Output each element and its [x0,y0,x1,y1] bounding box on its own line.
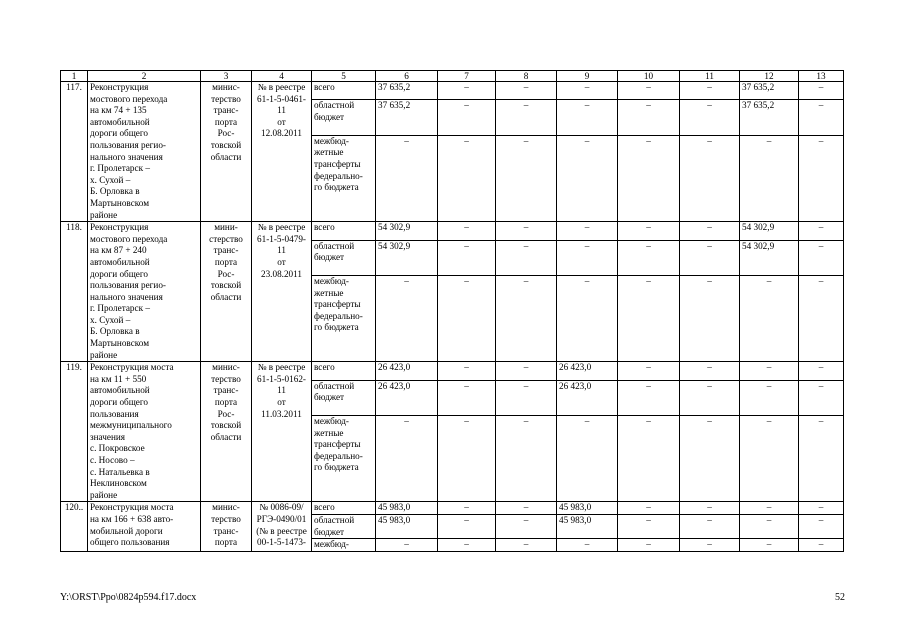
empty-value-cell: – [618,135,680,221]
empty-value-cell: – [376,275,438,361]
footer-file-path: Y:\ORST\Ppo\0824p594.f17.docx [60,592,197,603]
empty-value-cell: – [496,275,557,361]
column-header-3: 3 [201,71,252,82]
text-line: терство [211,513,241,524]
text-line: транс- [213,245,239,256]
text-line: терство [211,373,241,384]
text-line: порта [214,397,238,408]
empty-value-cell: – [680,502,740,515]
row-number: 117. [61,82,88,222]
program-table [60,70,844,552]
text-line: межбюд- [314,275,349,286]
empty-value-cell: – [438,514,496,538]
text-line: товской [210,139,242,150]
empty-value-cell: – [680,135,740,221]
text-line: 61-1-5-0479- [257,233,306,244]
text-line: го бюджета [314,462,359,473]
text-line: значения [90,431,126,442]
text-line: дороги общего [90,397,148,408]
column-header-1: 1 [61,71,88,82]
text-line: с. Носово – [90,455,135,465]
empty-value-cell: – [438,416,496,502]
empty-value-cell: – [740,539,799,552]
text-line: г. Пролетарск – [90,303,150,314]
empty-value-cell: – [680,380,740,415]
amount-cell: 45 983,0 [557,514,618,538]
text-line: областной [314,100,355,111]
text-line: х. Сухой – [90,314,131,325]
amount-cell: 26 423,0 [376,380,438,415]
text-line: области [210,291,242,302]
funding-source [312,100,376,135]
text-line: трансферты [314,439,361,450]
empty-value-cell: – [680,416,740,502]
text-line: автомобильной [90,116,150,127]
amount-cell: 26 423,0 [557,362,618,380]
text-line: нального значения [90,291,163,302]
empty-value-cell: – [496,514,557,538]
empty-value-cell: – [618,362,680,380]
responsible-org [201,82,252,222]
responsible-org [201,222,252,362]
column-header-11: 11 [680,71,740,82]
text-line: Реконструкция [90,82,149,92]
row-number: 120.. [61,502,88,551]
amount-cell: 45 983,0 [557,502,618,515]
empty-value-cell: – [496,539,557,552]
empty-value-cell: – [799,275,844,361]
empty-value-cell: – [799,100,844,135]
text-line: области [210,431,242,442]
registry-info [252,82,312,222]
empty-value-cell: – [438,82,496,100]
empty-value-cell: – [438,380,496,415]
text-line: РГЭ-0490/01 [256,513,307,524]
empty-value-cell: – [438,240,496,275]
empty-value-cell: – [438,539,496,552]
text-line: Реконструкция моста [90,362,174,373]
funding-source [312,514,376,538]
empty-value-cell: – [740,416,799,502]
funding-source [312,275,376,361]
text-line: терство [211,93,241,104]
text-line: на км 11 + 550 [90,373,147,384]
funding-source [312,362,376,380]
header-row [61,71,844,82]
empty-value-cell: – [799,502,844,515]
text-line: Реконструкция моста [90,502,174,513]
text-line: товской [210,280,242,291]
empty-value-cell: – [438,222,496,240]
text-line: порта [214,256,238,267]
text-line: межбюд- [314,539,349,550]
column-header-2: 2 [88,71,201,82]
empty-value-cell: – [618,539,680,552]
text-line: мобильной дороги [90,525,163,536]
object-name [88,222,201,362]
column-header-9: 9 [557,71,618,82]
amount-cell: 45 983,0 [376,514,438,538]
text-line: 11.03.2011 [261,408,302,419]
empty-value-cell: – [680,275,740,361]
text-line: 11 [277,105,286,116]
amount-cell: 26 423,0 [376,362,438,380]
text-line: мини- [214,222,238,233]
amount-cell: 54 302,9 [740,222,799,240]
empty-value-cell: – [438,135,496,221]
text-line: от [277,116,286,127]
column-header-7: 7 [438,71,496,82]
empty-value-cell: – [438,275,496,361]
text-line: минис- [212,502,240,513]
text-line: порта [214,537,238,548]
text-line: районе [90,209,118,220]
text-line: 61-1-5-0162- [257,373,306,384]
text-line: на км 87 + 240 [90,245,147,256]
empty-value-cell: – [799,514,844,538]
amount-cell: 45 983,0 [376,502,438,515]
text-line: пользования регио- [90,280,166,291]
empty-value-cell: – [557,416,618,502]
funding-source [312,222,376,240]
text-line: го бюджета [314,322,359,333]
text-line: пользования регио- [90,139,166,150]
text-line: всего [314,362,335,373]
empty-value-cell: – [438,362,496,380]
text-line: общего пользования [90,537,170,548]
empty-value-cell: – [557,539,618,552]
empty-value-cell: – [799,362,844,380]
text-line: пользования [90,408,139,419]
text-line: всего [314,222,335,233]
text-line: с. Натальевка в [90,466,150,477]
funding-source [312,135,376,221]
table-clip [60,70,850,580]
text-line: федерально- [314,310,363,321]
empty-value-cell: – [799,240,844,275]
empty-value-cell: – [376,539,438,552]
table-row [61,502,844,515]
registry-info [252,222,312,362]
text-line: автомобильной [90,256,150,267]
text-line: Б. Орловка в [90,186,140,197]
funding-source [312,240,376,275]
text-line: (№ в реестре [256,525,307,536]
text-line: жетные [314,287,344,298]
text-line: межбюд- [314,416,349,427]
empty-value-cell: – [799,135,844,221]
empty-value-cell: – [557,100,618,135]
empty-value-cell: – [618,82,680,100]
text-line: Мартыновском [90,338,150,349]
text-line: трансферты [314,299,361,310]
object-name [88,502,201,551]
text-line: жетные [314,427,344,438]
text-line: Рос- [217,268,235,279]
text-line: федерально- [314,170,363,181]
empty-value-cell: – [799,416,844,502]
empty-value-cell: – [557,240,618,275]
amount-cell: 26 423,0 [557,380,618,415]
text-line: федерально- [314,450,363,461]
empty-value-cell: – [557,135,618,221]
empty-value-cell: – [496,416,557,502]
column-header-5: 5 [312,71,376,82]
text-line: го бюджета [314,182,359,193]
text-line: межбюд- [314,135,349,146]
text-line: Б. Орловка в [90,326,140,337]
text-line: всего [314,82,335,92]
funding-source [312,502,376,515]
empty-value-cell: – [438,100,496,135]
text-line: 11 [277,245,286,256]
amount-cell: 37 635,2 [376,100,438,135]
text-line: бюджет [314,392,345,403]
text-line: 23.08.2011 [260,268,302,279]
empty-value-cell: – [680,240,740,275]
empty-value-cell: – [618,416,680,502]
empty-value-cell: – [618,240,680,275]
table-row [61,362,844,380]
text-line: стерство [209,233,243,244]
amount-cell: 37 635,2 [740,100,799,135]
empty-value-cell: – [680,100,740,135]
empty-value-cell: – [376,416,438,502]
text-line: областной [314,240,355,251]
responsible-org [201,502,252,551]
empty-value-cell: – [376,135,438,221]
text-line: 00-1-5-1473- [257,537,306,548]
text-line: № в реестре [257,222,306,233]
text-line: бюджет [314,526,345,537]
text-line: порта [214,116,238,127]
funding-source [312,416,376,502]
text-line: Рос- [217,128,235,139]
text-line: транс- [213,385,239,396]
text-line: на км 166 + 638 авто- [90,513,174,524]
text-line: транс- [213,525,239,536]
empty-value-cell: – [740,502,799,515]
empty-value-cell: – [740,135,799,221]
empty-value-cell: – [496,240,557,275]
text-line: всего [314,502,335,513]
column-header-13: 13 [799,71,844,82]
footer-page-number: 52 [835,592,845,603]
text-line: с. Покровское [90,443,145,454]
empty-value-cell: – [680,222,740,240]
empty-value-cell: – [680,82,740,100]
empty-value-cell: – [799,380,844,415]
amount-cell: 37 635,2 [376,82,438,100]
object-name [88,362,201,502]
text-line: областной [314,514,355,525]
empty-value-cell: – [438,502,496,515]
funding-source [312,539,376,552]
text-line: мостового перехода [90,93,168,104]
text-line: транс- [213,105,239,116]
column-header-8: 8 [496,71,557,82]
text-line: жетные [314,147,344,158]
text-line: области [210,151,242,162]
text-line: дороги общего [90,268,148,279]
funding-source [312,380,376,415]
empty-value-cell: – [557,222,618,240]
registry-info [252,502,312,551]
column-header-6: 6 [376,71,438,82]
object-name [88,82,201,222]
empty-value-cell: – [680,362,740,380]
text-line: бюджет [314,112,345,123]
empty-value-cell: – [618,502,680,515]
empty-value-cell: – [618,380,680,415]
text-line: мостового перехода [90,233,168,244]
text-line: бюджет [314,252,345,263]
table-row [61,222,844,240]
text-line: № 0086-09/ [259,502,304,513]
column-header-12: 12 [740,71,799,82]
empty-value-cell: – [557,82,618,100]
empty-value-cell: – [496,362,557,380]
empty-value-cell: – [799,82,844,100]
row-number: 118. [61,222,88,362]
empty-value-cell: – [740,514,799,538]
empty-value-cell: – [680,514,740,538]
amount-cell: 54 302,9 [376,222,438,240]
column-header-10: 10 [618,71,680,82]
column-header-4: 4 [252,71,312,82]
empty-value-cell: – [557,275,618,361]
text-line: межмуниципального [90,420,172,431]
empty-value-cell: – [496,82,557,100]
text-line: районе [90,489,118,500]
text-line: 12.08.2011 [260,128,302,139]
text-line: от [277,397,286,408]
amount-cell: 37 635,2 [740,82,799,100]
text-line: от [277,256,286,267]
text-line: Реконструкция [90,222,149,233]
text-line: 61-1-5-0461- [257,93,306,104]
empty-value-cell: – [496,100,557,135]
empty-value-cell: – [740,380,799,415]
funding-source [312,82,376,100]
empty-value-cell: – [799,539,844,552]
text-line: дороги общего [90,128,148,139]
empty-value-cell: – [680,539,740,552]
text-line: автомобильной [90,385,150,396]
text-line: областной [314,380,355,391]
text-line: г. Пролетарск – [90,163,150,174]
text-line: товской [210,420,242,431]
row-number: 119. [61,362,88,502]
text-line: № в реестре [257,362,306,373]
empty-value-cell: – [496,502,557,515]
empty-value-cell: – [618,100,680,135]
text-line: минис- [212,362,240,373]
text-line: на км 74 + 135 [90,105,147,116]
empty-value-cell: – [618,514,680,538]
empty-value-cell: – [496,135,557,221]
text-line: Мартыновском [90,197,150,208]
empty-value-cell: – [496,380,557,415]
empty-value-cell: – [740,362,799,380]
empty-value-cell: – [740,275,799,361]
text-line: минис- [212,82,240,92]
table-body [61,71,844,552]
table-row [61,82,844,100]
text-line: № в реестре [257,82,306,92]
text-line: 11 [277,385,286,396]
text-line: Неклиновском [90,478,147,489]
empty-value-cell: – [618,275,680,361]
registry-info [252,362,312,502]
responsible-org [201,362,252,502]
empty-value-cell: – [799,222,844,240]
empty-value-cell: – [618,222,680,240]
text-line: х. Сухой – [90,174,131,185]
empty-value-cell: – [496,222,557,240]
text-line: Рос- [217,408,235,419]
text-line: нального значения [90,151,163,162]
text-line: районе [90,349,118,360]
amount-cell: 54 302,9 [740,240,799,275]
amount-cell: 54 302,9 [376,240,438,275]
text-line: трансферты [314,159,361,169]
